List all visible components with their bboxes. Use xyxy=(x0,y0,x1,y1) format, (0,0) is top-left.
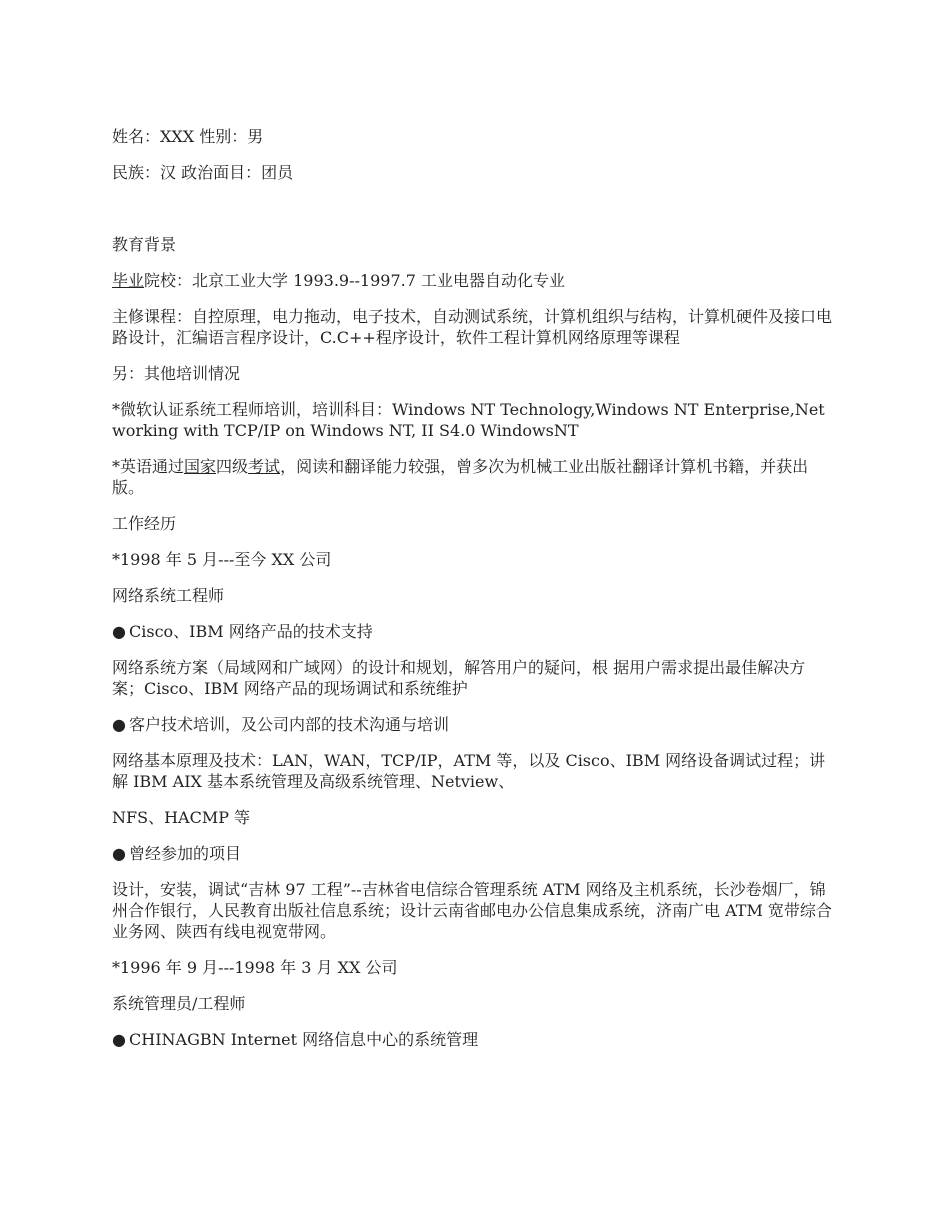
english-text-2: 四级 xyxy=(216,457,249,476)
education-courses: 主修课程：自控原理，电力拖动，电子技术，自动测试系统，计算机组织与结构，计算机硬件及接口电路设计，汇编语言程序设计，C.C++程序设计，软件工程计算机网络原理等课程 xyxy=(112,307,833,347)
job1-bullet-2-text: 客户技术培训，及公司内部的技术沟通与培训 xyxy=(129,715,450,734)
bullet-icon: ● xyxy=(112,622,126,641)
personal-line-ethnicity-politics: 民族：汉 政治面目：团员 xyxy=(112,163,294,182)
bullet-icon: ● xyxy=(112,715,126,734)
job1-desc-2: 网络基本原理及技术：LAN，WAN，TCP/IP，ATM 等，以及 Cisco、IBM 网络设备调试过程；讲解 IBM AIX 基本系统管理及高级系统管理、Netview、 xyxy=(112,751,826,791)
job1-bullet-1 xyxy=(112,621,836,642)
job1-desc-3: 设计，安装，调试“吉林 97 工程”--吉林省电信综合管理系统 ATM 网络及主机系统，长沙卷烟厂，锦州合作银行，人民教育出版社信息系统；设计云南省邮电办公信息集成系统，济南广电 ATM 宽带综合业务网、陕西有线电视宽带网。 xyxy=(112,880,832,941)
job1-desc-2-continued: NFS、HACMP 等 xyxy=(112,808,251,827)
education-training-ms: *微软认证系统工程师培训，培训科目：Windows NT Technology,Windows NT Enterprise,Networking with TCP/IP on Windows NT, II S4.0 WindowsNT xyxy=(112,400,825,440)
school-text: 院校：北京工业大学 1993.9--1997.7 工业电器自动化专业 xyxy=(144,271,565,290)
job2-bullet-1-text: CHINAGBN Internet 网络信息中心的系统管理 xyxy=(129,1030,479,1049)
english-link-country[interactable]: 国家 xyxy=(184,457,217,476)
english-link-exam[interactable]: 考试 xyxy=(248,457,281,476)
english-text-3: ，阅读和翻译能力较强，曾多次为机械工业出版社翻译计算机书籍，并获出版。 xyxy=(112,457,809,497)
education-school xyxy=(112,270,836,291)
job1-bullet-1-text: Cisco、IBM 网络产品的技术支持 xyxy=(129,622,373,641)
personal-line-name-gender: 姓名：XXX 性别：男 xyxy=(112,127,264,146)
job1-period: *1998 年 5 月---至今 XX 公司 xyxy=(112,550,332,569)
school-link[interactable]: 毕业 xyxy=(112,271,145,290)
education-english xyxy=(112,456,836,498)
job1-bullet-2 xyxy=(112,714,836,735)
work-heading: 工作经历 xyxy=(112,514,177,533)
education-other-training: 另：其他培训情况 xyxy=(112,364,241,383)
job1-bullet-3-text: 曾经参加的项目 xyxy=(129,844,242,863)
job1-bullet-3 xyxy=(112,843,836,864)
education-heading: 教育背景 xyxy=(112,235,177,254)
job2-bullet-1 xyxy=(112,1029,836,1050)
resume-document xyxy=(112,126,836,1050)
bullet-icon: ● xyxy=(112,1030,126,1049)
job1-desc-1: 网络系统方案（局域网和广域网）的设计和规划，解答用户的疑问，根 据用户需求提出最佳解决方案；Cisco、IBM 网络产品的现场调试和系统维护 xyxy=(112,658,806,698)
job1-title: 网络系统工程师 xyxy=(112,586,225,605)
bullet-icon: ● xyxy=(112,844,126,863)
job2-title: 系统管理员/工程师 xyxy=(112,994,246,1013)
english-text-1: *英语通过 xyxy=(112,457,185,476)
job2-period: *1996 年 9 月---1998 年 3 月 XX 公司 xyxy=(112,958,398,977)
